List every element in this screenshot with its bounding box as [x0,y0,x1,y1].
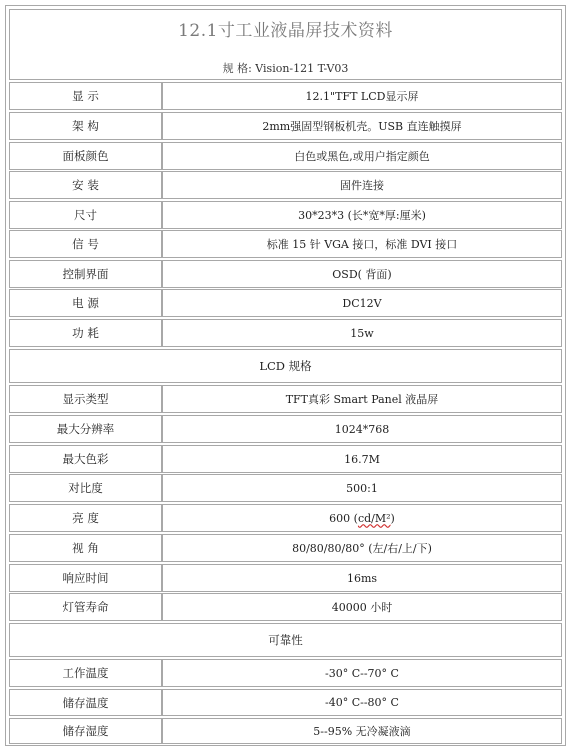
row-label-viewing-angle: 视 角 [9,534,162,562]
row-label-signal: 信 号 [9,230,162,258]
section-header-reliability: 可靠性 [9,623,562,657]
row-label-lamp-life: 灯管寿命 [9,593,162,621]
row-value-viewing-angle: 80/80/80/80° (左/右/上/下) [162,534,562,562]
row-value-storage-humidity: 5--95% 无冷凝液滴 [162,718,562,744]
row-label-brightness: 亮 度 [9,504,162,532]
brightness-value-suffix: ) [390,511,395,525]
row-value-brightness [162,504,562,532]
row-value-display-type: TFT真彩 Smart Panel 液晶屏 [162,385,562,413]
row-value-size: 30*23*3 (长*宽*厚:厘米) [162,201,562,229]
row-value-max-colors: 16.7M [162,445,562,473]
row-value-operating-temp: -30° C--70° C [162,659,562,687]
brightness-value-prefix: 600 ( [329,511,358,525]
row-label-response-time: 响应时间 [9,564,162,592]
row-label-size: 尺寸 [9,201,162,229]
row-value-display: 12.1"TFT LCD显示屏 [162,82,562,110]
row-value-power: DC12V [162,289,562,317]
row-value-storage-temp: -40° C--80° C [162,689,562,716]
row-value-contrast: 500:1 [162,474,562,502]
row-value-structure: 2mm强固型钢板机壳。USB 直连触摸屏 [162,112,562,140]
brightness-unit: cd/M² [357,511,391,525]
row-value-control: OSD( 背面) [162,260,562,288]
row-label-operating-temp: 工作温度 [9,659,162,687]
row-label-panel-color: 面板颜色 [9,142,162,170]
row-value-consumption: 15w [162,319,562,347]
row-label-max-resolution: 最大分辨率 [9,415,162,443]
row-value-signal: 标准 15 针 VGA 接口，标准 DVI 接口 [162,230,562,258]
model-spec-label: 规 格: Vision-121 T-V03 [222,62,349,75]
row-label-contrast: 对比度 [9,474,162,502]
row-label-mounting: 安 装 [9,171,162,199]
row-label-max-colors: 最大色彩 [9,445,162,473]
row-label-structure: 架 构 [9,112,162,140]
row-value-lamp-life: 40000 小时 [162,593,562,621]
spec-sheet-table [5,5,566,746]
row-value-max-resolution: 1024*768 [162,415,562,443]
row-value-response-time: 16ms [162,564,562,592]
section-header-lcd: LCD 规格 [9,349,562,383]
row-label-storage-humidity: 储存湿度 [9,718,162,744]
row-value-panel-color: 白色或黑色,或用户指定颜色 [162,142,562,170]
row-label-power: 电 源 [9,289,162,317]
row-label-display: 显 示 [9,82,162,110]
row-label-storage-temp: 储存温度 [9,689,162,716]
row-label-consumption: 功 耗 [9,319,162,347]
row-value-mounting: 固件连接 [162,171,562,199]
title-cell [9,9,562,80]
page-title: 12.1寸工业液晶屏技术资料 [178,21,393,41]
row-label-display-type: 显示类型 [9,385,162,413]
row-label-control: 控制界面 [9,260,162,288]
